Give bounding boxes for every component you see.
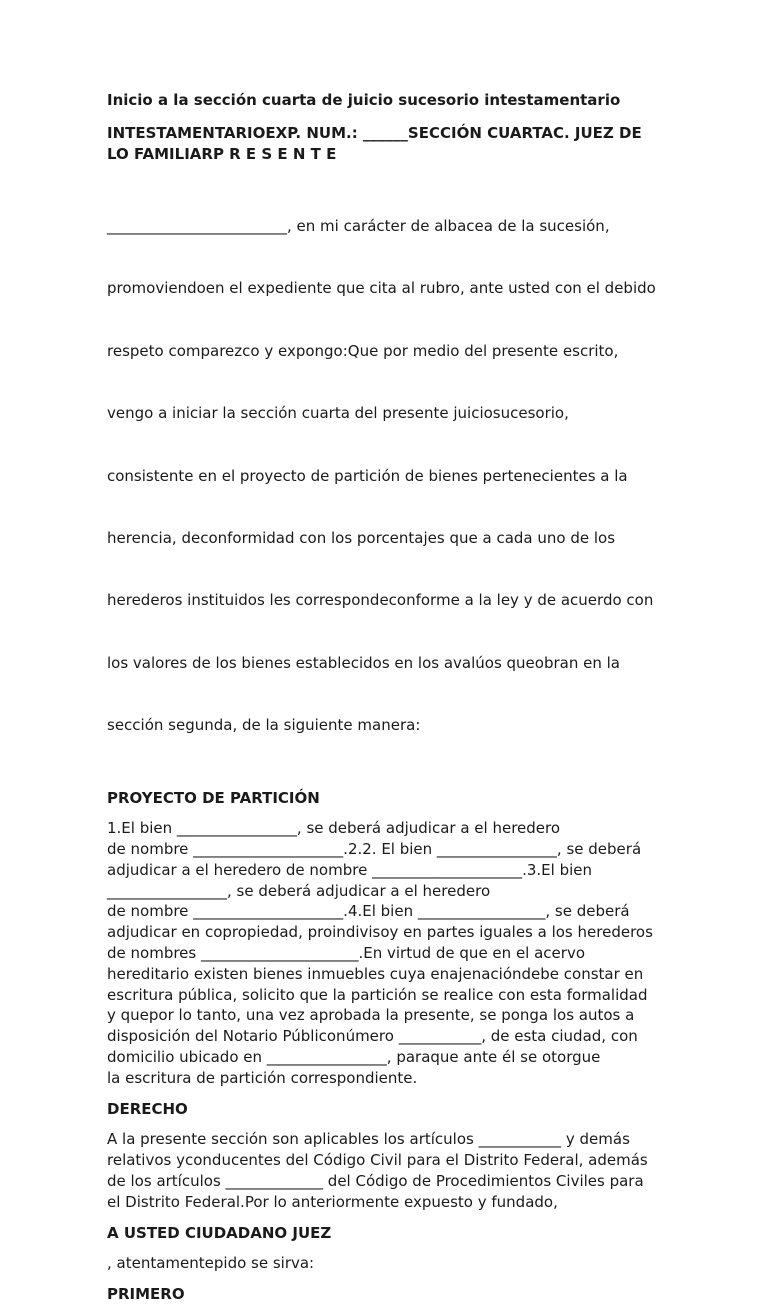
proyecto-paragraph xyxy=(107,818,668,1088)
proyecto-line: la escritura de partición correspondiente. xyxy=(107,1068,418,1087)
derecho-line: de los artículos _____________ del Código de Procedimientos Civiles para xyxy=(107,1172,644,1191)
document-title: Inicio a la sección cuarta de juicio sucesorio intestamentario xyxy=(107,91,621,109)
section-heading-usted: A USTED CIUDADANO JUEZ xyxy=(107,1223,332,1242)
document-header xyxy=(107,123,668,165)
proyecto-line: 1.El bien ________________, se deberá adjudicar a el heredero xyxy=(107,819,561,838)
section-heading-primero: PRIMERO xyxy=(107,1285,185,1304)
pido-line: , atentamentepido se sirva: xyxy=(107,1254,315,1273)
header-line: LO FAMILIARP R E S E N T E xyxy=(107,144,337,163)
proyecto-line: escritura pública, solicito que la partición se realice con esta formalidad xyxy=(107,985,648,1004)
proyecto-line: y quepor lo tanto, una vez aprobada la presente, se ponga los autos a xyxy=(107,1006,635,1025)
proyecto-line: adjudicar en copropiedad, proindivisoy en partes iguales a los herederos xyxy=(107,923,653,942)
intro-line: consistente en el proyecto de partición de bienes pertenecientes a la xyxy=(107,466,628,485)
section-heading-proyecto: PROYECTO DE PARTICIÓN xyxy=(107,788,320,807)
intro-line: respeto comparezco y expongo:Que por medio del presente escrito, xyxy=(107,341,619,360)
proyecto-line: adjudicar a el heredero de nombre ____________________.3.El bien xyxy=(107,860,592,879)
derecho-paragraph xyxy=(107,1129,668,1212)
intro-line: vengo a iniciar la sección cuarta del presente juiciosucesorio, xyxy=(107,404,569,423)
header-line: INTESTAMENTARIOEXP. NUM.: ______SECCIÓN CUARTAC. JUEZ DE xyxy=(107,123,642,142)
proyecto-line: de nombres _____________________.En virtud de que en el acervo xyxy=(107,944,585,963)
derecho-line: relativos yconducentes del Código Civil para el Distrito Federal, además xyxy=(107,1151,648,1170)
section-heading-derecho: DERECHO xyxy=(107,1099,188,1118)
proyecto-line: domicilio ubicado en ________________, paraque ante él se otorgue xyxy=(107,1048,601,1067)
proyecto-line: de nombre ____________________.4.El bien _________________, se deberá xyxy=(107,902,630,921)
intro-line: los valores de los bienes establecidos en los avalúos queobran en la xyxy=(107,653,620,672)
intro-line: ________________________, en mi carácter de albacea de la sucesión, xyxy=(107,216,610,235)
proyecto-line: hereditario existen bienes inmuebles cuya enajenacióndebe constar en xyxy=(107,964,644,983)
derecho-line: el Distrito Federal.Por lo anteriormente expuesto y fundado, xyxy=(107,1192,558,1211)
intro-line: promoviendoen el expediente que cita al rubro, ante usted con el debido xyxy=(107,279,656,298)
proyecto-line: disposición del Notario Públiconúmero ___________, de esta ciudad, con xyxy=(107,1027,638,1046)
proyecto-line: de nombre ____________________.2.2. El bien ________________, se deberá xyxy=(107,840,642,859)
intro-line: sección segunda, de la siguiente manera: xyxy=(107,716,421,735)
derecho-line: A la presente sección son aplicables los artículos ___________ y demás xyxy=(107,1130,630,1149)
intro-paragraph xyxy=(107,174,668,777)
intro-line: herederos instituidos les correspondeconforme a la ley y de acuerdo con xyxy=(107,591,654,610)
intro-line: herencia, deconformidad con los porcentajes que a cada uno de los xyxy=(107,528,616,547)
proyecto-line: ________________, se deberá adjudicar a el heredero xyxy=(107,881,491,900)
